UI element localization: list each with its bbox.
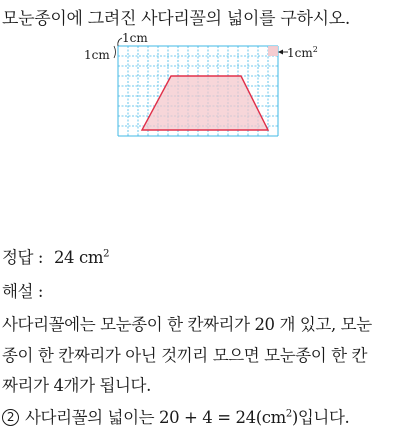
unit-square-highlight	[268, 46, 278, 56]
explanation-line-1: 사다리꼴에는 모눈종이 한 칸짜리가 20 개 있고, 모눈	[2, 315, 372, 334]
step-number-circle: 2	[2, 409, 19, 426]
label-right-1cm2: $1cm^2$	[287, 45, 318, 60]
answer-line	[2, 244, 109, 268]
label-top-1cm: 1cm	[122, 31, 148, 45]
explanation-line-4	[2, 404, 349, 428]
trapezoid-grid-figure	[84, 30, 324, 146]
label-right-arrowhead	[278, 50, 283, 55]
answer-value: 24 cm	[53, 248, 104, 267]
explanation-line-2: 종이 한 칸짜리가 아닌 것끼리 모으면 모눈종이 한 칸	[2, 346, 368, 365]
explanation-label: 해설 :	[2, 282, 44, 301]
explanation-line-3: 짜리가 4개가 됩니다.	[2, 376, 151, 395]
explanation-line-4b: )입니다.	[291, 408, 350, 427]
explanation-line-4-exp: 2	[285, 408, 292, 420]
answer-exp: 2	[103, 248, 110, 260]
explanation-line-4a: 사다리꼴의 넓이는 20 + 4 = 24(cm	[25, 408, 286, 427]
label-left-1cm: 1cm	[84, 48, 110, 62]
label-left-bracket	[114, 46, 116, 58]
question-text: 모눈종이에 그려진 사다리꼴의 넓이를 구하시오.	[2, 9, 350, 29]
answer-label: 정답 :	[2, 248, 44, 267]
